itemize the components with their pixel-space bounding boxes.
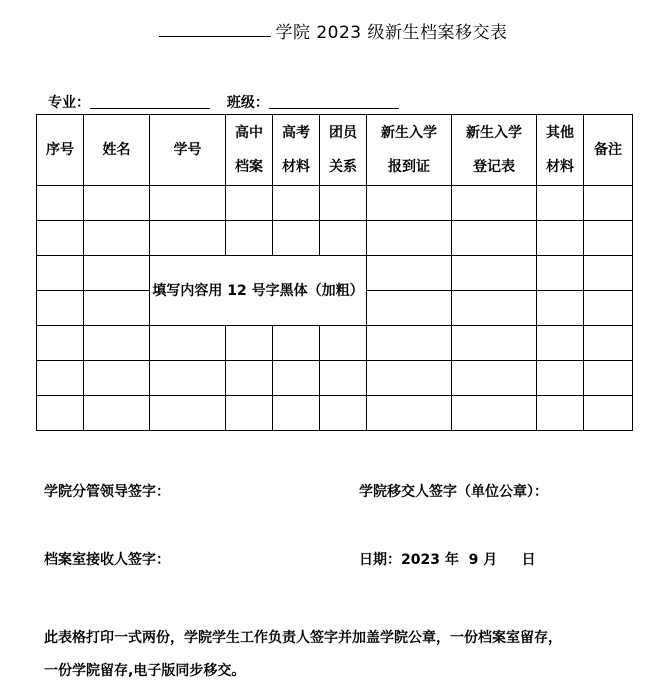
table-cell[interactable] — [537, 291, 584, 326]
page-title — [0, 18, 667, 43]
table-cell[interactable] — [584, 396, 633, 431]
table-cell[interactable] — [320, 221, 367, 256]
table-cell[interactable] — [84, 361, 150, 396]
table-cell[interactable] — [537, 256, 584, 291]
table-cell[interactable] — [367, 186, 452, 221]
table-cell[interactable] — [537, 186, 584, 221]
table-row — [37, 396, 633, 431]
table-cell[interactable] — [226, 221, 273, 256]
table-cell[interactable] — [226, 361, 273, 396]
table-cell[interactable] — [320, 361, 367, 396]
header-name: 姓名 — [84, 115, 150, 186]
table-cell[interactable] — [537, 361, 584, 396]
merged-instruction-cell: 填写内容用 12 号字黑体（加粗） — [150, 256, 367, 326]
table-cell[interactable] — [37, 326, 84, 361]
table-cell[interactable] — [537, 221, 584, 256]
table-cell[interactable] — [584, 291, 633, 326]
header-other-materials-l1: 其他 — [546, 125, 574, 141]
header-enrollment-form-l2: 登记表 — [473, 159, 515, 175]
table-cell[interactable] — [84, 256, 150, 291]
table-cell[interactable] — [226, 186, 273, 221]
table-cell[interactable] — [84, 396, 150, 431]
table-cell[interactable] — [367, 291, 452, 326]
table-cell[interactable] — [226, 396, 273, 431]
table-cell[interactable] — [537, 396, 584, 431]
table-cell[interactable] — [367, 221, 452, 256]
table-cell[interactable] — [367, 396, 452, 431]
table-cell[interactable] — [367, 361, 452, 396]
table-cell[interactable] — [452, 291, 537, 326]
table-cell[interactable] — [84, 291, 150, 326]
header-other-materials-l2: 材料 — [546, 159, 574, 175]
header-league-relation-l2: 关系 — [329, 159, 357, 175]
archive-receiver-signature-label: 档案室接收人签字： — [44, 552, 170, 568]
table-cell[interactable] — [150, 361, 226, 396]
table-cell[interactable] — [273, 361, 320, 396]
table-cell[interactable] — [273, 326, 320, 361]
table-cell[interactable] — [584, 326, 633, 361]
header-other-materials — [537, 115, 584, 186]
instruction-note-line-1: 此表格打印一式两份，学院学生工作负责人签字并加盖学院公章，一份档案室留存， — [44, 630, 562, 646]
table-cell[interactable] — [452, 361, 537, 396]
class-label: 班级： — [226, 95, 269, 111]
table-cell[interactable] — [84, 326, 150, 361]
table-row — [37, 326, 633, 361]
header-gaokao-materials-l1: 高考 — [282, 125, 310, 141]
header-remarks: 备注 — [584, 115, 633, 186]
college-leader-signature-label: 学院分管领导签字： — [44, 484, 170, 500]
table-cell[interactable] — [584, 221, 633, 256]
table-cell[interactable] — [452, 396, 537, 431]
table-cell[interactable] — [320, 326, 367, 361]
college-transferor-signature-label: 学院移交人签字（单位公章）： — [359, 484, 548, 500]
table-cell[interactable] — [273, 186, 320, 221]
table-cell[interactable] — [150, 221, 226, 256]
major-blank — [90, 96, 210, 109]
instruction-note — [44, 622, 654, 688]
header-high-school-file — [226, 115, 273, 186]
table-cell[interactable] — [273, 396, 320, 431]
header-high-school-file-l1: 高中 — [235, 125, 263, 141]
table-cell[interactable] — [367, 256, 452, 291]
table-cell[interactable] — [273, 221, 320, 256]
table-row — [37, 361, 633, 396]
college-name-blank — [159, 35, 271, 37]
transfer-table — [36, 114, 633, 431]
table-cell[interactable] — [150, 186, 226, 221]
header-enrollment-cert-l2: 报到证 — [388, 159, 430, 175]
table-cell[interactable] — [584, 256, 633, 291]
table-cell[interactable] — [452, 326, 537, 361]
instruction-note-line-2: 一份学院留存,电子版同步移交。 — [44, 663, 246, 679]
table-cell[interactable] — [452, 221, 537, 256]
table-cell[interactable] — [226, 326, 273, 361]
table-cell[interactable] — [452, 186, 537, 221]
table-cell[interactable] — [584, 361, 633, 396]
header-league-relation — [320, 115, 367, 186]
table-cell[interactable] — [452, 256, 537, 291]
header-index: 序号 — [37, 115, 84, 186]
page-title-text: 学院 2023 级新生档案移交表 — [275, 23, 508, 43]
table-cell[interactable] — [150, 326, 226, 361]
table-row — [37, 221, 633, 256]
table-cell[interactable] — [84, 221, 150, 256]
header-gaokao-materials-l2: 材料 — [282, 159, 310, 175]
header-student-id: 学号 — [150, 115, 226, 186]
table-cell[interactable] — [537, 326, 584, 361]
class-blank — [269, 96, 399, 109]
table-cell[interactable] — [37, 256, 84, 291]
table-cell[interactable] — [37, 396, 84, 431]
header-enrollment-cert — [367, 115, 452, 186]
table-row — [37, 186, 633, 221]
header-high-school-file-l2: 档案 — [235, 159, 263, 175]
header-enrollment-cert-l1: 新生入学 — [381, 125, 437, 141]
date-label: 日期：2023 年 9 月 日 — [359, 552, 536, 568]
table-header-row — [37, 115, 633, 186]
header-enrollment-form — [452, 115, 537, 186]
table-cell[interactable] — [37, 361, 84, 396]
table-row — [37, 256, 633, 291]
header-enrollment-form-l1: 新生入学 — [466, 125, 522, 141]
meta-row — [48, 92, 399, 112]
table-cell[interactable] — [584, 186, 633, 221]
table-cell[interactable] — [37, 186, 84, 221]
table-cell[interactable] — [37, 291, 84, 326]
table-cell[interactable] — [320, 186, 367, 221]
header-league-relation-l1: 团员 — [329, 125, 357, 141]
table-cell[interactable] — [320, 396, 367, 431]
table-cell[interactable] — [367, 326, 452, 361]
table-cell[interactable] — [84, 186, 150, 221]
table-cell[interactable] — [37, 221, 84, 256]
table-cell[interactable] — [150, 396, 226, 431]
header-gaokao-materials — [273, 115, 320, 186]
major-label: 专业： — [48, 95, 90, 111]
